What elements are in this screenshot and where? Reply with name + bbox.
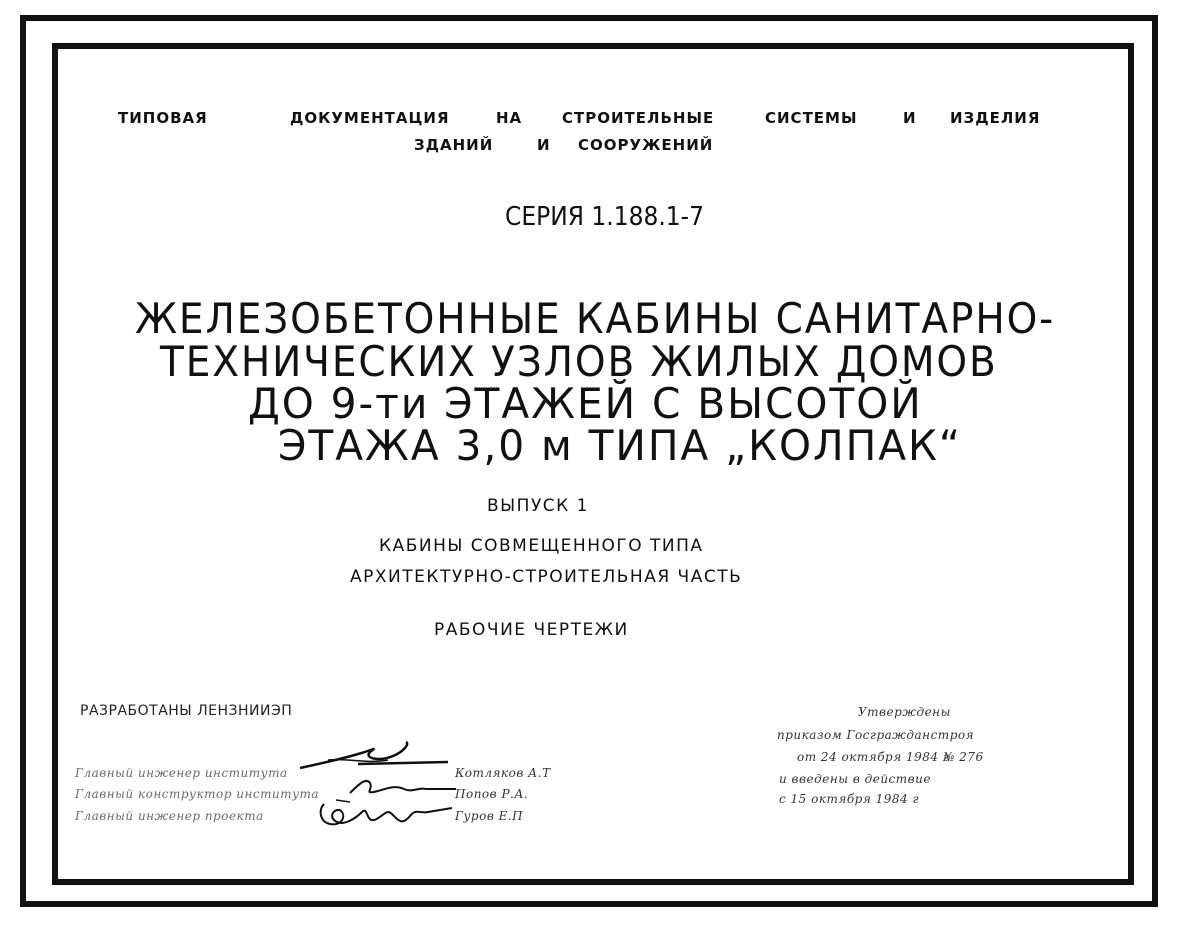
header-word-i: И xyxy=(903,109,917,127)
developed-by: РАЗРАБОТАНЫ ЛЕНЗНИИЭП xyxy=(80,703,293,719)
header-word-sistemy: СИСТЕМЫ xyxy=(765,109,858,127)
series-number: СЕРИЯ 1.188.1-7 xyxy=(505,202,704,232)
header-word-izdeliya: ИЗДЕЛИЯ xyxy=(950,109,1041,127)
header-word-zdaniy: ЗДАНИЙ xyxy=(414,136,494,154)
header-word-tipovaya: ТИПОВАЯ xyxy=(118,109,208,127)
subtitle-section: АРХИТЕКТУРНО-СТРОИТЕЛЬНАЯ ЧАСТЬ xyxy=(350,567,743,587)
signatory-name-2: Попов Р.А. xyxy=(455,787,529,801)
title-line-3: ДО 9-ти ЭТАЖЕЙ С ВЫСОТОЙ xyxy=(248,379,923,428)
title-line-2: ТЕХНИЧЕСКИХ УЗЛОВ ЖИЛЫХ ДОМОВ xyxy=(160,337,998,386)
header-word-i2: И xyxy=(537,136,551,154)
approval-date: от 24 октября 1984 г xyxy=(797,750,950,764)
approval-effective-date: с 15 октября 1984 г xyxy=(779,792,920,806)
signatory-role-3: Главный инженер проекта xyxy=(75,809,264,823)
header-word-stroitelnye: СТРОИТЕЛЬНЫЕ xyxy=(562,109,715,127)
signature-3 xyxy=(316,796,456,836)
header-word-na: НА xyxy=(496,109,523,127)
header-word-sooruzheniy: СООРУЖЕНИЙ xyxy=(578,136,714,154)
approval-heading: Утверждены xyxy=(858,705,951,719)
signature-1 xyxy=(298,742,458,772)
subtitle-cabin-type: КАБИНЫ СОВМЕЩЕННОГО ТИПА xyxy=(379,536,704,556)
signatory-role-1: Главный инженер института xyxy=(75,766,288,780)
signatory-name-1: Котляков А.Т xyxy=(455,766,551,780)
title-line-4: ЭТАЖА 3,0 м ТИПА „КОЛПАК“ xyxy=(278,421,962,470)
signatory-name-3: Гуров Е.П xyxy=(455,809,524,823)
drawings-label: РАБОЧИЕ ЧЕРТЕЖИ xyxy=(434,620,629,640)
header-word-dokumentaciya: ДОКУМЕНТАЦИЯ xyxy=(290,109,450,127)
approval-order: приказом Госгражданстроя xyxy=(777,728,975,742)
title-line-1: ЖЕЛЕЗОБЕТОННЫЕ КАБИНЫ САНИТАРНО- xyxy=(135,294,1056,343)
approval-number: № 276 xyxy=(943,750,984,764)
approval-enacted: и введены в действие xyxy=(779,772,931,786)
signatory-role-2: Главный конструктор института xyxy=(75,787,320,801)
issue-number: ВЫПУСК 1 xyxy=(487,496,589,516)
